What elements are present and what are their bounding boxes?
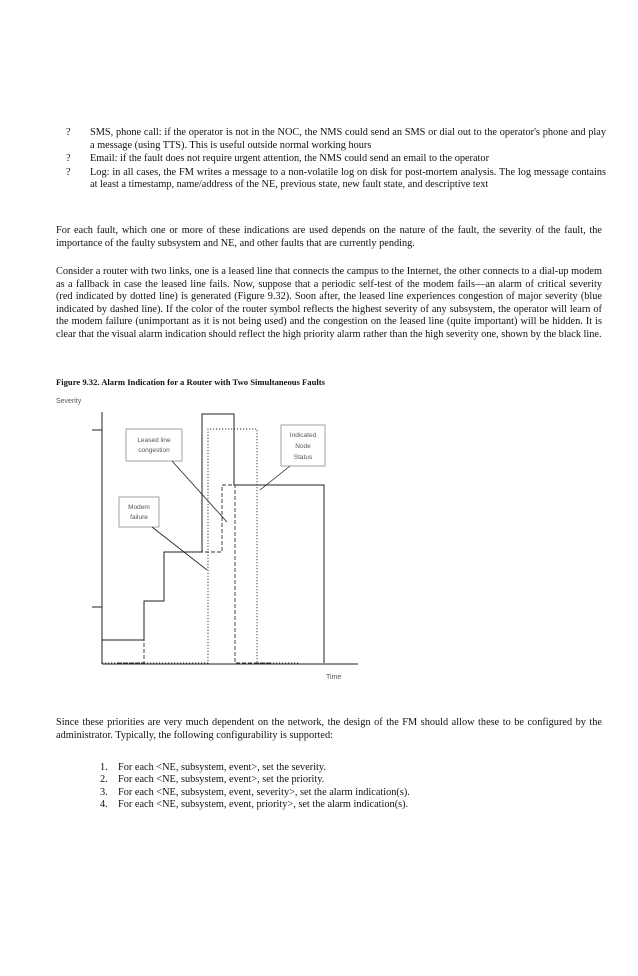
paragraph-router-example: Consider a router with two links, one is a leased line that connects the campus to the Internet, the other connects to a dial-up modem as a fallback in case the leased line fails. Now, suppose that a periodic self-test of the modem fails—an alarm of critical severity (red indicated by dotted line) is generated (Figure 9.32). Soon after, the leased line experiences congestion of major severity (blue indicated by dashed line). If the color of the router symbol reflects the highest severity of any subsystem, the operator will learn of the modem failure (unimportant as it is not being used) and the congestion on the leased line (quite important) will be hidden. It is clear that the visual alarm indication should reflect the high priority alarm rather than the high severity one, shown by the black line. bbox=[56, 266, 602, 340]
configurability-list bbox=[100, 762, 600, 812]
paragraph-configurability: Since these priorities are very much dependent on the network, the design of the FM should allow these to be configured by the administrator. Typically, the following configurability is supported: bbox=[56, 717, 602, 741]
modem-failure-line bbox=[102, 429, 300, 663]
label-indicated-2: Node bbox=[295, 443, 311, 450]
bullet-item-email bbox=[66, 153, 606, 166]
alarm-indication-figure bbox=[54, 394, 374, 689]
config-item bbox=[100, 762, 600, 774]
bullet-marker: ? bbox=[66, 153, 71, 165]
notification-bullet-list bbox=[66, 127, 606, 193]
figure-caption: Figure 9.32. Alarm Indication for a Router with Two Simultaneous Faults bbox=[56, 377, 325, 387]
label-indicated-1: Indicated bbox=[289, 432, 317, 439]
axis-label-time: Time bbox=[326, 674, 342, 681]
leader-indicated bbox=[260, 466, 290, 490]
label-box-modem bbox=[119, 497, 159, 527]
paragraph-fault-indications: For each fault, which one or more of these indications are used depends on the nature of the fault, the severity of the fault, the importance of the faulty subsystem and NE, and other faults that are currently pending. bbox=[56, 225, 602, 249]
label-leased-line-2: congestion bbox=[138, 447, 170, 454]
config-item-number: 2. bbox=[100, 774, 108, 786]
axis-label-severity: Severity bbox=[56, 398, 82, 405]
figure-diagram bbox=[54, 394, 374, 689]
bullet-marker: ? bbox=[66, 127, 71, 138]
label-modem-1: Modem bbox=[128, 504, 150, 511]
config-item bbox=[100, 787, 600, 799]
label-leased-line-1: Leased line bbox=[137, 437, 171, 444]
leader-leased-line bbox=[172, 461, 227, 522]
config-item-text: For each <NE, subsystem, event>, set the priority. bbox=[118, 774, 325, 786]
bullet-marker: ? bbox=[66, 166, 71, 178]
config-item-text: For each <NE, subsystem, event>, set the severity. bbox=[118, 762, 326, 773]
config-item-text: For each <NE, subsystem, event, priority>, set the alarm indication(s). bbox=[118, 799, 409, 811]
bullet-text: Email: if the fault does not require urgent attention, the NMS could send an email to the operator bbox=[90, 153, 489, 165]
bullet-text: Log: in all cases, the FM writes a message to a non-volatile log on disk for post-mortem analysis. The log message contains at least a timestamp, name/address of the NE, previous state, new fault state, and descriptive text bbox=[90, 166, 606, 191]
leader-modem bbox=[152, 527, 207, 570]
config-item-number: 1. bbox=[100, 762, 108, 773]
config-item-number: 4. bbox=[100, 799, 108, 811]
label-box-leased-line bbox=[126, 429, 182, 461]
config-item bbox=[100, 774, 600, 786]
config-item-number: 3. bbox=[100, 786, 108, 798]
bullet-text: SMS, phone call: if the operator is not in the NOC, the NMS could send an SMS or dial out to the operator's phone and play a message (using TTS). This is useful outside normal working hours bbox=[90, 127, 606, 151]
label-modem-2: failure bbox=[130, 514, 148, 521]
bullet-item-sms bbox=[66, 127, 606, 152]
config-item-text: For each <NE, subsystem, event, severity>, set the alarm indication(s). bbox=[118, 786, 410, 798]
label-indicated-3: Status bbox=[293, 454, 313, 461]
config-item bbox=[100, 799, 600, 811]
bullet-item-log bbox=[66, 167, 606, 192]
